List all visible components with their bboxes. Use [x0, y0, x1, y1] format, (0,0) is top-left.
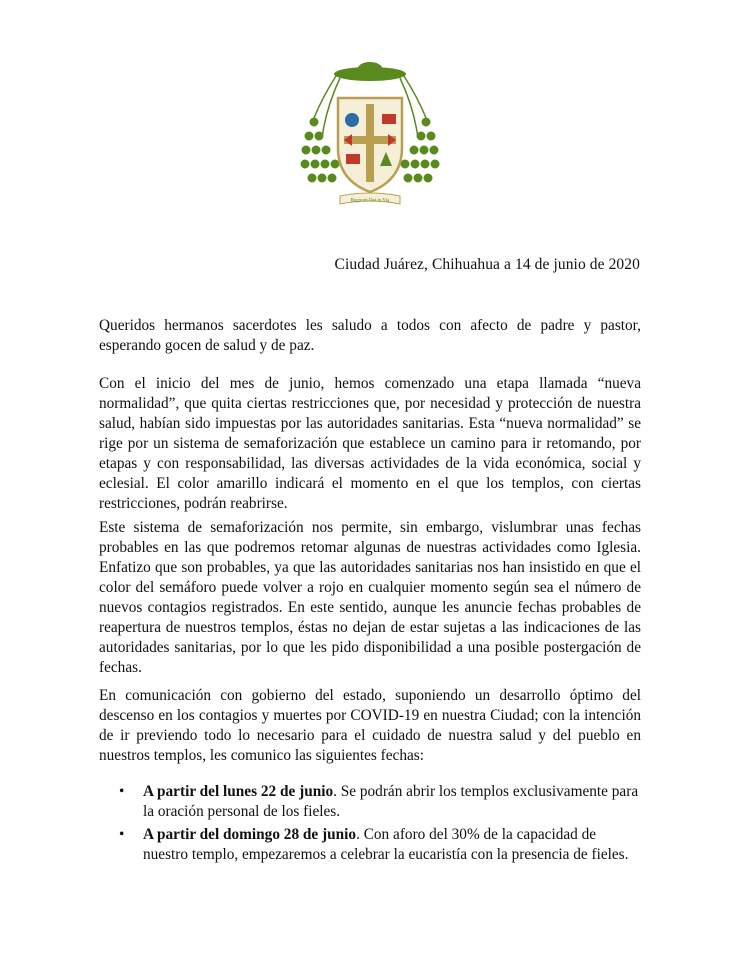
- paragraph-dates-intro: En comunicación con gobierno del estado, suponiendo un desarrollo óptimo del descenso en los contagios y muertes por COVID-19 en nuestra Ciudad; con la intención de ir previendo todo lo necesario para el cuidado de nuestra salud y del pueblo en nuestros templos, les comunico las siguientes fechas:: [99, 687, 641, 764]
- paragraph-greeting: Queridos hermanos sacerdotes les saludo a todos con afecto de padre y pastor, esperando gocen de salud y de paz.: [99, 317, 641, 354]
- bullet-date: A partir del lunes 22 de junio: [143, 783, 334, 800]
- bullet-text: . Con aforo del 30% de la capacidad de nuestro templo, empezaremos a celebrar la eucaristía con la presencia de fieles.: [143, 826, 629, 863]
- motto-scroll: [340, 193, 400, 204]
- bullet-marker: •: [119, 783, 125, 800]
- episcopal-coat-of-arms: [300, 58, 440, 210]
- galero-hat-icon: [334, 62, 406, 81]
- paragraph-new-normality: Con el inicio del mes de junio, hemos comenzado una etapa llamada “nueva normalidad”, que quita ciertas restricciones que, por necesidad y protección de nuestra salud, habían sido impuestas por las autoridades sanitarias. Esta “nueva normalidad” se rige por un sistema de semaforización que establece un camino para ir retomando, por etapas y con responsabilidad, las diversas actividades de la vida económica, social y eclesial. El color amarillo indicará el momento en el que los templos, con ciertas restricciones, podrán reabrirse.: [99, 375, 641, 512]
- bullet-date: A partir del domingo 28 de junio: [143, 826, 357, 843]
- tassels-right-icon: [400, 76, 439, 182]
- list-item: [99, 825, 641, 865]
- paragraph-semaphore: Este sistema de semaforización nos permite, sin embargo, vislumbrar unas fechas probables en las que podremos retomar algunas de nuestras actividades como Iglesia. Enfatizo que son probables, ya que las autoridades sanitarias nos han insistido en que el color del semáforo puede volver a rojo en cualquier momento según sea el número de nuevos contagios registrados. En este sentido, aunque les anuncie fechas probables de reapertura de nuestros templos, éstas no dejan de estar sujetas a las indicaciones de las autoridades sanitarias, por lo que les pido disponibilidad a una posible postergación de fechas.: [99, 519, 641, 676]
- dateline: Ciudad Juárez, Chihuahua a 14 de junio de 2020: [334, 256, 640, 273]
- bullet-marker: •: [119, 826, 125, 843]
- crest-motto: Regnum Dei in Via: [350, 198, 390, 204]
- dates-list: [99, 782, 641, 868]
- bullet-text: . Se podrán abrir los templos exclusivamente para la oración personal de los fieles.: [143, 783, 639, 820]
- shield-icon: [338, 98, 402, 192]
- list-item: [99, 782, 641, 822]
- tassels-left-icon: [301, 76, 340, 182]
